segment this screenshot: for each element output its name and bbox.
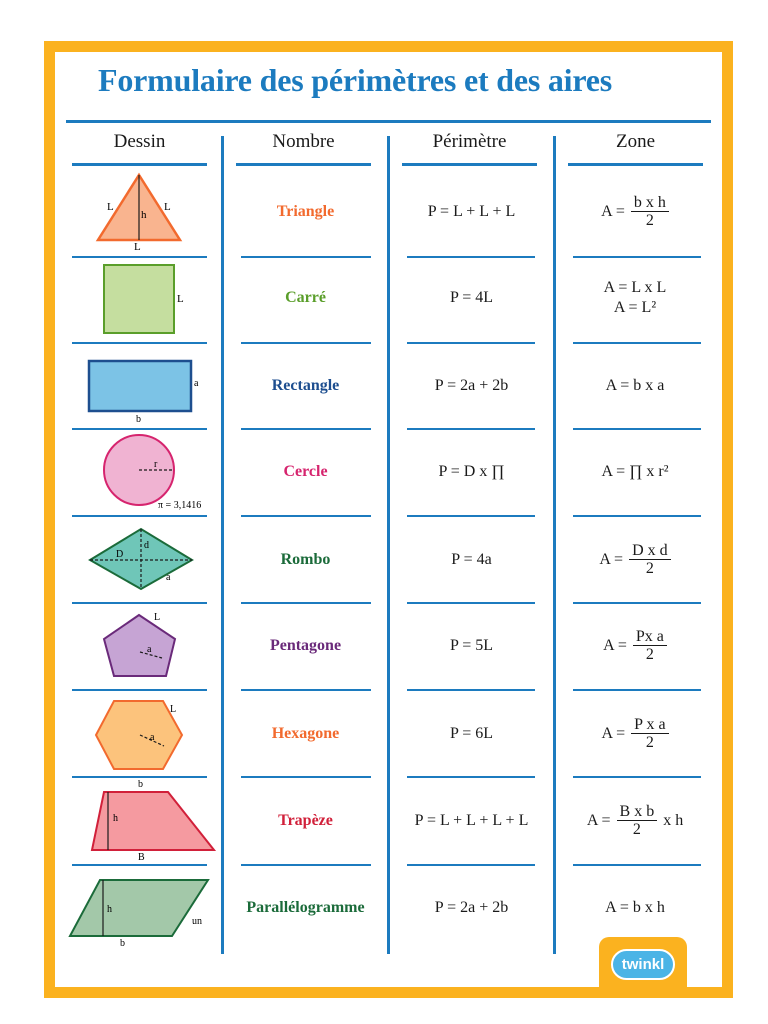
area-line: A = L² [613, 299, 657, 316]
row-separator [72, 515, 207, 517]
area-suffix: x h [663, 812, 684, 829]
shape-name: Pentagone [269, 637, 342, 654]
square-label-side: L [177, 293, 184, 305]
fraction-denominator: 2 [645, 734, 654, 752]
perimeter-formula: P = 4a [451, 551, 492, 568]
row-separator [72, 689, 207, 691]
row-separator [241, 515, 371, 517]
row-separator [573, 864, 701, 866]
pentagon-drawing [100, 610, 190, 682]
fraction-numerator: Px a [633, 628, 667, 647]
row-separator [407, 602, 535, 604]
area-line: A = b x a [605, 377, 665, 394]
row-separator [72, 256, 207, 258]
trapezoid-label-b: b [138, 779, 143, 790]
fraction-numerator: b x h [631, 194, 669, 213]
shape-name: Carré [285, 289, 326, 306]
perimeter-formula: P = 2a + 2b [434, 377, 509, 394]
row-separator [241, 342, 371, 344]
perimeter-formula: P = L + L + L [427, 203, 516, 220]
row-separator [573, 256, 701, 258]
pentagon-label-a: a [147, 644, 152, 655]
row-separator [241, 689, 371, 691]
triangle-label-l2: L [164, 201, 171, 213]
header-underline [568, 163, 703, 166]
row-separator [72, 864, 207, 866]
area-prefix: A = [601, 203, 625, 220]
perimeter-formula: P = 4L [449, 289, 494, 306]
circle-label-r: r [154, 459, 158, 470]
area-prefix: A = [601, 725, 626, 742]
trapezoid-label-B: B [138, 852, 145, 863]
area-formula [556, 530, 714, 590]
row-separator [241, 428, 371, 430]
rhombus-drawing [86, 526, 206, 596]
fraction-denominator: 2 [645, 560, 654, 578]
rectangle-label-a: a [194, 378, 199, 389]
rectangle-label-b: b [136, 414, 141, 425]
shape-name: Rectangle [271, 377, 340, 394]
area-formula [556, 616, 714, 676]
trapezoid-label-top [138, 777, 158, 791]
triangle-label-h: h [141, 209, 147, 221]
pentagon-label-L: L [154, 612, 161, 623]
row-separator [407, 864, 535, 866]
row-separator [72, 602, 207, 604]
row-separator [573, 342, 701, 344]
row-separator [72, 342, 207, 344]
shape-name: Rombo [280, 551, 331, 568]
header-underline [72, 163, 207, 166]
area-formula [556, 704, 714, 764]
row-separator [407, 428, 535, 430]
fraction-denominator: 2 [632, 821, 641, 839]
area-line: A = L x L [603, 279, 667, 296]
shape-name: Trapèze [278, 812, 333, 829]
row-separator [241, 602, 371, 604]
rhombus-label-a: a [166, 572, 171, 583]
shape-name: Hexagone [271, 725, 340, 742]
area-fraction [629, 542, 671, 579]
row-separator [573, 602, 701, 604]
circle-label-pi: π = 3,1416 [158, 500, 202, 511]
shape-name: Triangle [276, 203, 335, 220]
hexagon-label-a: a [150, 732, 155, 743]
row-separator [407, 256, 535, 258]
rectangle-drawing [86, 356, 206, 426]
area-fraction [631, 716, 668, 753]
area-formula [556, 878, 714, 938]
header-dessin: Dessin [113, 131, 166, 152]
title-divider [66, 120, 711, 123]
row-separator [241, 776, 371, 778]
parallelogram-label-h: h [107, 904, 112, 915]
area-formula [556, 356, 714, 416]
area-fraction [633, 628, 667, 665]
header-nombre: Nombre [272, 131, 335, 152]
row-separator [407, 689, 535, 691]
shape-name: Parallélogramme [246, 899, 365, 916]
area-formula [556, 791, 714, 851]
triangle-drawing [92, 172, 192, 252]
triangle-label-l1: L [107, 201, 114, 213]
logo-text: twinkl [611, 949, 676, 980]
twinkl-logo [599, 937, 687, 991]
area-prefix: A = [603, 637, 627, 654]
header-underline [236, 163, 371, 166]
parallelogram-label-a: un [192, 916, 202, 927]
perimeter-formula: P = 6L [449, 725, 494, 742]
circle-drawing [100, 432, 220, 512]
trapezoid-label-h: h [113, 813, 118, 824]
triangle-label-b: L [134, 241, 141, 253]
area-formula [556, 442, 714, 502]
perimeter-formula: P = 2a + 2b [434, 899, 509, 916]
area-formula [556, 268, 714, 328]
row-separator [407, 776, 535, 778]
row-separator [72, 428, 207, 430]
perimeter-formula: P = D x ∏ [438, 463, 505, 480]
row-separator [241, 256, 371, 258]
header-underline [402, 163, 537, 166]
header-perimetre: Périmètre [432, 131, 507, 152]
row-separator [407, 515, 535, 517]
square-drawing [100, 262, 195, 337]
row-separator [573, 515, 701, 517]
perimeter-formula: P = 5L [449, 637, 494, 654]
fraction-numerator: B x b [617, 803, 658, 822]
area-line: A = b x h [605, 899, 665, 916]
row-separator [573, 689, 701, 691]
area-line: A = ∏ x r² [601, 463, 669, 480]
hexagon-label-L: L [170, 704, 177, 715]
row-separator [573, 428, 701, 430]
area-formula [556, 182, 714, 242]
row-separator [573, 776, 701, 778]
parallelogram-label-b: b [120, 938, 125, 949]
area-prefix: A = [599, 551, 624, 568]
trapezoid-drawing [88, 788, 218, 864]
area-fraction [631, 194, 669, 231]
perimeter-formula: P = L + L + L + L [414, 812, 529, 829]
fraction-denominator: 2 [645, 646, 654, 664]
parallelogram-drawing [68, 876, 218, 948]
area-fraction [617, 803, 658, 840]
fraction-denominator: 2 [645, 212, 654, 230]
row-separator [241, 864, 371, 866]
rhombus-label-d: d [144, 540, 149, 551]
rhombus-label-D: D [116, 549, 124, 560]
header-zone: Zone [615, 131, 656, 152]
fraction-numerator: D x d [629, 542, 671, 561]
shape-name: Cercle [283, 463, 328, 480]
area-prefix: A = [586, 812, 611, 829]
page-title: Formulaire des périmètres et des aires [98, 62, 613, 98]
row-separator [407, 342, 535, 344]
fraction-numerator: P x a [631, 716, 668, 735]
